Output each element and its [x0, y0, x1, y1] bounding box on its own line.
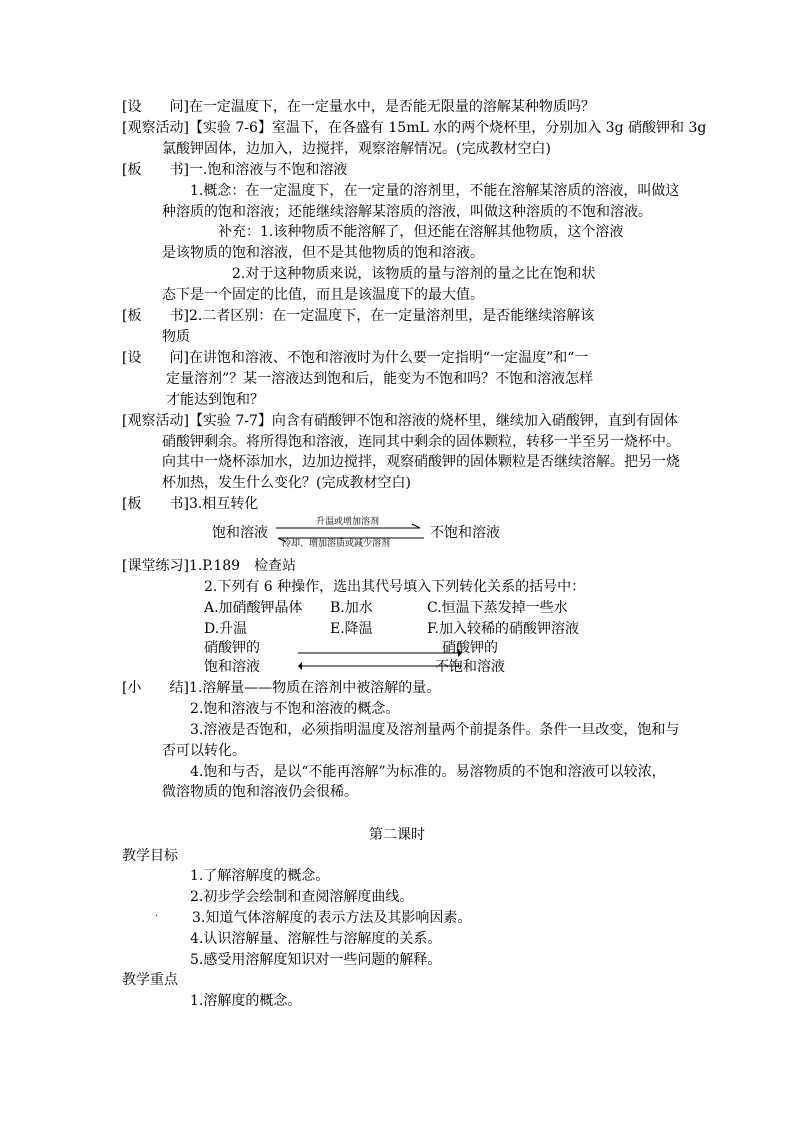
section-tag: [课堂练习]: [122, 558, 189, 574]
observation-line-cont: 氯酸钾固体，边加入，边搅拌，观察溶解情况。(完成教材空白): [162, 141, 551, 157]
option-b: B.加水: [330, 600, 373, 616]
option-d: D.升温: [204, 621, 248, 637]
goals-heading: 教学目标: [122, 848, 178, 864]
blank-left-bottom: 饱和溶液: [204, 659, 260, 675]
line-text: 一.饱和溶液与不饱和溶液: [188, 162, 348, 178]
summary-line: [122, 678, 440, 698]
line-text: 1.P.189 检查站: [188, 558, 297, 574]
section-tag: [板 书]: [122, 308, 189, 324]
line-text: 3.相互转化: [188, 496, 259, 512]
question-line: [122, 348, 588, 368]
goal-item: 1.了解溶解度的概念。: [190, 868, 330, 884]
observation-line-cont: 向其中一烧杯添加水，边加边搅拌，观察硝酸钾的固体颗粒是否继续溶解。把另一烧: [162, 454, 680, 470]
summary-item-3-cont: 否可以转化。: [162, 743, 246, 759]
option-c: C.恒温下蒸发掉一些水: [427, 600, 568, 616]
summary-item-4: 4.饱和与否，是以“不能再溶解”为标准的。易溶物质的不饱和溶液可以较浓，: [190, 764, 666, 780]
board-line: [122, 306, 594, 326]
observation-line-cont: 硝酸钾剩余。将所得饱和溶液，连同其中剩余的固体颗粒，转移一半至另一烧杯中。: [162, 434, 680, 450]
conversion-bottom-label: 冷却、增加溶质或减少溶剂: [282, 539, 391, 549]
board-line: [122, 160, 347, 180]
board-line-cont: 物质: [162, 329, 190, 345]
question-line-cont: 定量溶剂”？某一溶液达到饱和后，能变为不饱和吗？不饱和溶液怎样: [166, 371, 594, 387]
section-tag: [设 问]: [122, 99, 189, 115]
question-line-cont: 才能达到饱和？: [166, 392, 264, 408]
forward-arrow-head: [412, 524, 420, 528]
focus-item: 1.溶解度的概念。: [190, 993, 302, 1009]
blank-right-top: 硝酸钾的: [442, 640, 498, 656]
concept-line-cont: 种溶质的饱和溶液；还能继续溶解某溶质的溶液，叫做这种溶质的不饱和溶液。: [162, 204, 652, 220]
line-text: 在一定温度下，在一定量水中，是否能无限量的溶解某种物质吗？: [188, 99, 595, 115]
concept-line: 1.概念：在一定温度下，在一定量的溶剂里，不能在溶解某溶质的溶液，叫做这: [190, 183, 680, 199]
focus-heading: 教学重点: [122, 972, 178, 988]
line-text: 在讲饱和溶液、不饱和溶液时为什么要一定指明“一定温度”和“一: [188, 350, 589, 366]
goal-item: 4.认识溶解量、溶解性与溶解度的关系。: [190, 931, 442, 947]
section-tag: [设 问]: [122, 350, 189, 366]
line-text: 【实验 7-6】室温下，在各盛有 15mL 水的两个烧杯里，分别加入 3g 硝酸钾和 3g: [188, 120, 707, 136]
conversion-right-label: 不饱和溶液: [430, 525, 500, 541]
blank-backward-head: [298, 662, 302, 670]
section-tag: [观察活动]: [122, 120, 189, 136]
goal-item: 5.感受用溶解度知识对一些问题的解释。: [190, 952, 442, 968]
section-tag: [观察活动]: [122, 413, 189, 429]
supplement-line-2-cont: 态下是一个固定的比值，而且是该温度下的最大值。: [162, 287, 484, 303]
board-line: [122, 494, 258, 514]
exercise-line-2: 2.下列有 6 种操作，选出其代号填入下列转化关系的括号中：: [204, 579, 586, 595]
goal-item: 2.初步学会绘制和查阅溶解度曲线。: [190, 889, 414, 905]
section-title: 第二课时: [369, 827, 425, 843]
conversion-top-label: 升温或增加溶剂: [316, 517, 380, 527]
line-text: 1.溶解量——物质在溶剂中被溶解的量。: [188, 680, 441, 696]
supplement-line-cont: 是该物质的饱和溶液，但不是其他物质的饱和溶液。: [162, 245, 484, 261]
option-e: E.降温: [330, 621, 373, 637]
line-text: 2.二者区别：在一定温度下，在一定量溶剂里，是否能继续溶解该: [188, 308, 595, 324]
summary-item-2: 2.饱和溶液与不饱和溶液的概念。: [190, 701, 400, 717]
summary-item-3: 3.溶液是否饱和，必须指明温度及溶剂量两个前提条件。条件一旦改变，饱和与: [190, 722, 680, 738]
option-a: A.加硝酸钾晶体: [204, 600, 303, 616]
observation-line-cont: 杯加热，发生什么变化？(完成教材空白): [162, 475, 411, 491]
goal-item: 3.知道气体溶解度的表示方法及其影响因素。: [192, 910, 472, 926]
exercise-line: [122, 556, 296, 576]
conversion-left-label: 饱和溶液: [212, 525, 268, 541]
observation-line: [122, 411, 678, 431]
summary-item-4-cont: 微溶物质的饱和溶液仍会很稀。: [162, 784, 358, 800]
line-text: 【实验 7-7】向含有硝酸钾不饱和溶液的烧杯里，继续加入硝酸钾，直到有固体: [188, 413, 678, 429]
supplement-line: 补充：1.该种物质不能溶解了，但还能在溶解其他物质，这个溶液: [218, 224, 624, 240]
section-tag: [板 书]: [122, 496, 189, 512]
question-line: [122, 97, 595, 117]
section-tag: [小 结]: [122, 680, 189, 696]
option-f: F.加入较稀的硝酸钾溶液: [427, 621, 579, 637]
supplement-line-2: 2.对于这种物质来说，该物质的量与溶剂的量之比在饱和状: [232, 266, 596, 282]
observation-line: [122, 118, 706, 138]
blank-left-top: 硝酸钾的: [204, 640, 260, 656]
blank-right-bottom: 不饱和溶液: [435, 659, 505, 675]
section-tag: [板 书]: [122, 162, 189, 178]
stray-dot: .: [155, 908, 159, 919]
